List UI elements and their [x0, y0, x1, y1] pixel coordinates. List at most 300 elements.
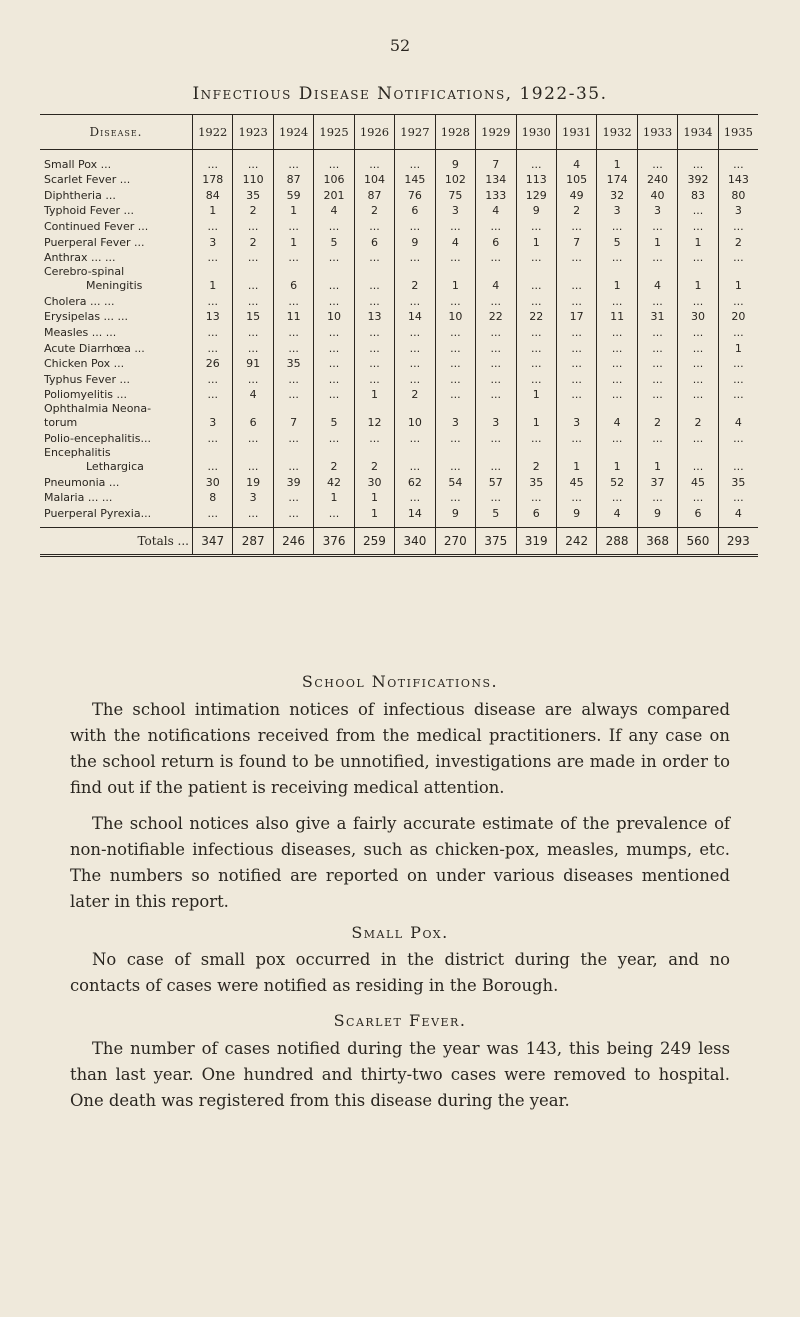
- cell-value: 1: [556, 446, 596, 474]
- disease-name: [40, 474, 193, 490]
- total-value: 259: [354, 527, 394, 555]
- cell-value: ...: [435, 490, 475, 506]
- table-row: [40, 309, 758, 325]
- cell-value: ...: [273, 250, 313, 266]
- cell-value: ...: [273, 293, 313, 309]
- disease-name: [40, 430, 193, 446]
- cell-value: ...: [435, 250, 475, 266]
- table-row: [40, 371, 758, 387]
- disease-name: [40, 203, 193, 219]
- cell-value: ...: [233, 505, 273, 521]
- cell-value: ...: [637, 324, 677, 340]
- cell-value: 1: [597, 265, 637, 293]
- cell-value: 2: [354, 446, 394, 474]
- table-row: [40, 490, 758, 506]
- cell-value: 22: [516, 309, 556, 325]
- cell-value: ...: [556, 371, 596, 387]
- cell-value: 102: [435, 172, 475, 188]
- cell-value: ...: [476, 371, 516, 387]
- cell-value: 6: [516, 505, 556, 521]
- cell-value: ...: [314, 387, 354, 403]
- cell-value: 4: [233, 387, 273, 403]
- disease-label: Anthrax ... ...: [44, 251, 116, 265]
- cell-value: ...: [435, 293, 475, 309]
- cell-value: 62: [395, 474, 435, 490]
- cell-value: 2: [314, 446, 354, 474]
- cell-value: ...: [354, 430, 394, 446]
- cell-value: 22: [476, 309, 516, 325]
- disease-label: Measles ... ...: [44, 325, 117, 339]
- cell-value: ...: [556, 324, 596, 340]
- cell-value: ...: [193, 324, 233, 340]
- disease-name: [40, 490, 193, 506]
- cell-value: 1: [354, 505, 394, 521]
- cell-value: 30: [193, 474, 233, 490]
- table-row: [40, 387, 758, 403]
- cell-value: 2: [556, 203, 596, 219]
- header-year: 1930: [516, 115, 556, 150]
- disease-name: [40, 250, 193, 266]
- disease-label-continued: Meningitis: [86, 279, 143, 293]
- table-row: [40, 505, 758, 521]
- disease-name: [40, 309, 193, 325]
- total-value: 242: [556, 527, 596, 555]
- cell-value: ...: [273, 430, 313, 446]
- cell-value: 3: [435, 203, 475, 219]
- cell-value: 1: [516, 402, 556, 430]
- cell-value: ...: [354, 340, 394, 356]
- disease-name: [40, 356, 193, 372]
- table-row: [40, 430, 758, 446]
- cell-value: ...: [516, 293, 556, 309]
- disease-label-continued: Lethargica: [86, 459, 144, 473]
- cell-value: 3: [476, 402, 516, 430]
- cell-value: ...: [314, 430, 354, 446]
- cell-value: ...: [637, 250, 677, 266]
- cell-value: 4: [314, 203, 354, 219]
- cell-value: ...: [678, 250, 718, 266]
- cell-value: 2: [233, 203, 273, 219]
- cell-value: ...: [678, 156, 718, 172]
- cell-value: ...: [193, 250, 233, 266]
- cell-value: ...: [678, 371, 718, 387]
- cell-value: 3: [637, 203, 677, 219]
- cell-value: ...: [395, 446, 435, 474]
- totals-label: Totals ...: [40, 527, 193, 555]
- cell-value: 105: [556, 172, 596, 188]
- total-value: 293: [718, 527, 758, 555]
- cell-value: ...: [435, 430, 475, 446]
- cell-value: ...: [476, 324, 516, 340]
- total-value: 368: [637, 527, 677, 555]
- cell-value: 42: [314, 474, 354, 490]
- header-year: 1935: [718, 115, 758, 150]
- cell-value: ...: [193, 156, 233, 172]
- cell-value: ...: [193, 430, 233, 446]
- cell-value: 6: [233, 402, 273, 430]
- cell-value: ...: [678, 324, 718, 340]
- cell-value: 54: [435, 474, 475, 490]
- cell-value: 1: [273, 234, 313, 250]
- disease-label: Typhus Fever ...: [44, 372, 130, 386]
- cell-value: ...: [637, 387, 677, 403]
- disease-label: Pneumonia ...: [44, 475, 120, 489]
- cell-value: ...: [354, 250, 394, 266]
- cell-value: 3: [193, 234, 233, 250]
- cell-value: 1: [718, 265, 758, 293]
- cell-value: 3: [193, 402, 233, 430]
- cell-value: 178: [193, 172, 233, 188]
- cell-value: 106: [314, 172, 354, 188]
- scarlet-fever-heading: Scarlet Fever.: [333, 1011, 467, 1030]
- cell-value: 3: [718, 203, 758, 219]
- cell-value: 7: [556, 234, 596, 250]
- cell-value: 20: [718, 309, 758, 325]
- cell-value: 13: [193, 309, 233, 325]
- cell-value: ...: [314, 293, 354, 309]
- cell-value: ...: [354, 265, 394, 293]
- cell-value: 104: [354, 172, 394, 188]
- cell-value: ...: [637, 293, 677, 309]
- cell-value: ...: [193, 218, 233, 234]
- cell-value: 3: [556, 402, 596, 430]
- table-row: [40, 218, 758, 234]
- disease-label: Scarlet Fever ...: [44, 173, 131, 187]
- cell-value: 11: [273, 309, 313, 325]
- cell-value: ...: [395, 293, 435, 309]
- cell-value: 35: [273, 356, 313, 372]
- disease-name: [40, 446, 193, 474]
- disease-label: Acute Diarrhœa ...: [44, 341, 145, 355]
- cell-value: 1: [678, 265, 718, 293]
- cell-value: 2: [718, 234, 758, 250]
- cell-value: ...: [476, 430, 516, 446]
- cell-value: 37: [637, 474, 677, 490]
- cell-value: ...: [435, 356, 475, 372]
- cell-value: ...: [354, 371, 394, 387]
- cell-value: 87: [273, 172, 313, 188]
- cell-value: 1: [718, 340, 758, 356]
- cell-value: ...: [193, 505, 233, 521]
- disease-label: Ophthalmia Neona-: [44, 402, 152, 416]
- cell-value: 9: [637, 505, 677, 521]
- cell-value: 1: [354, 490, 394, 506]
- cell-value: 8: [193, 490, 233, 506]
- table-title: Infectious Disease Notifications, 1922-35.: [192, 84, 608, 104]
- total-value: 288: [597, 527, 637, 555]
- disease-label: Small Pox ...: [44, 157, 112, 171]
- school-paragraph-2: The school notices also give a fairly accurate estimate of the prevalence of non-notifiable infectious diseases, such as chicken-pox, measles, mumps, etc. The numbers so notified are reported on under various diseases mentioned later in this report.: [70, 814, 730, 911]
- disease-label: Diphtheria ...: [44, 188, 116, 202]
- cell-value: 240: [637, 172, 677, 188]
- cell-value: ...: [678, 387, 718, 403]
- cell-value: 9: [435, 156, 475, 172]
- cell-value: ...: [556, 265, 596, 293]
- header-year: 1932: [597, 115, 637, 150]
- cell-value: ...: [556, 490, 596, 506]
- disease-name: [40, 387, 193, 403]
- cell-value: ...: [476, 356, 516, 372]
- cell-value: ...: [476, 340, 516, 356]
- cell-value: ...: [233, 250, 273, 266]
- disease-label: Puerperal Fever ...: [44, 235, 145, 249]
- cell-value: 30: [354, 474, 394, 490]
- cell-value: 4: [435, 234, 475, 250]
- total-value: 560: [678, 527, 718, 555]
- table-row: [40, 293, 758, 309]
- cell-value: ...: [637, 340, 677, 356]
- cell-value: ...: [273, 156, 313, 172]
- cell-value: ...: [637, 490, 677, 506]
- disease-label: Typhoid Fever ...: [44, 204, 135, 218]
- cell-value: ...: [273, 371, 313, 387]
- cell-value: ...: [476, 250, 516, 266]
- cell-value: ...: [718, 324, 758, 340]
- school-paragraph-1: The school intimation notices of infectious disease are always compared with the notifications received from the medical practitioners. If any case on the school return is found to be unnotified, investigations are made in order to find out if the patient is receiving medical attention.: [70, 700, 730, 797]
- cell-value: ...: [193, 340, 233, 356]
- total-value: 246: [273, 527, 313, 555]
- cell-value: ...: [556, 387, 596, 403]
- header-year: 1933: [637, 115, 677, 150]
- cell-value: ...: [597, 387, 637, 403]
- cell-value: 2: [354, 203, 394, 219]
- cell-value: 129: [516, 187, 556, 203]
- cell-value: ...: [678, 356, 718, 372]
- cell-value: 35: [233, 187, 273, 203]
- cell-value: ...: [637, 356, 677, 372]
- cell-value: ...: [597, 356, 637, 372]
- cell-value: ...: [476, 490, 516, 506]
- cell-value: ...: [516, 430, 556, 446]
- table-row: [40, 402, 758, 430]
- cell-value: 2: [516, 446, 556, 474]
- cell-value: 4: [476, 265, 516, 293]
- total-value: 376: [314, 527, 354, 555]
- cell-value: 35: [516, 474, 556, 490]
- disease-name: [40, 340, 193, 356]
- cell-value: ...: [516, 490, 556, 506]
- cell-value: ...: [314, 356, 354, 372]
- cell-value: 30: [678, 309, 718, 325]
- disease-name: [40, 218, 193, 234]
- cell-value: ...: [395, 430, 435, 446]
- cell-value: ...: [678, 293, 718, 309]
- disease-label: Chicken Pox ...: [44, 357, 125, 371]
- small-pox-paragraph: No case of small pox occurred in the district during the year, and no contacts of cases were notified as residing in the Borough.: [70, 950, 730, 995]
- cell-value: ...: [273, 340, 313, 356]
- cell-value: ...: [395, 250, 435, 266]
- cell-value: ...: [435, 371, 475, 387]
- disease-label: Puerperal Pyrexia...: [44, 506, 152, 520]
- table-row: [40, 187, 758, 203]
- cell-value: 2: [395, 265, 435, 293]
- cell-value: ...: [273, 446, 313, 474]
- cell-value: ...: [233, 218, 273, 234]
- cell-value: ...: [678, 218, 718, 234]
- cell-value: 143: [718, 172, 758, 188]
- disease-name: [40, 293, 193, 309]
- cell-value: 4: [637, 265, 677, 293]
- cell-value: ...: [354, 218, 394, 234]
- cell-value: ...: [516, 356, 556, 372]
- cell-value: ...: [556, 356, 596, 372]
- cell-value: ...: [354, 324, 394, 340]
- cell-value: ...: [233, 340, 273, 356]
- cell-value: ...: [476, 218, 516, 234]
- cell-value: 2: [678, 402, 718, 430]
- cell-value: ...: [435, 446, 475, 474]
- cell-value: ...: [597, 371, 637, 387]
- disease-name: [40, 402, 193, 430]
- cell-value: 9: [556, 505, 596, 521]
- cell-value: 201: [314, 187, 354, 203]
- cell-value: ...: [233, 371, 273, 387]
- disease-label: Poliomyelitis ...: [44, 388, 128, 402]
- cell-value: 7: [476, 156, 516, 172]
- cell-value: ...: [597, 340, 637, 356]
- header-year: 1928: [435, 115, 475, 150]
- cell-value: 84: [193, 187, 233, 203]
- cell-value: ...: [314, 218, 354, 234]
- cell-value: ...: [354, 356, 394, 372]
- cell-value: ...: [395, 340, 435, 356]
- cell-value: 12: [354, 402, 394, 430]
- cell-value: 6: [476, 234, 516, 250]
- disease-name: [40, 265, 193, 293]
- table-row: [40, 265, 758, 293]
- disease-label: Erysipelas ... ...: [44, 310, 129, 324]
- cell-value: 6: [678, 505, 718, 521]
- cell-value: ...: [597, 250, 637, 266]
- cell-value: ...: [193, 446, 233, 474]
- cell-value: 4: [556, 156, 596, 172]
- cell-value: 6: [273, 265, 313, 293]
- cell-value: 45: [556, 474, 596, 490]
- cell-value: 14: [395, 505, 435, 521]
- cell-value: 83: [678, 187, 718, 203]
- cell-value: ...: [233, 430, 273, 446]
- disease-name: [40, 187, 193, 203]
- page-number: 52: [389, 36, 411, 55]
- cell-value: 392: [678, 172, 718, 188]
- cell-value: 49: [556, 187, 596, 203]
- cell-value: ...: [395, 356, 435, 372]
- cell-value: 76: [395, 187, 435, 203]
- cell-value: ...: [597, 293, 637, 309]
- cell-value: 1: [678, 234, 718, 250]
- cell-value: 80: [718, 187, 758, 203]
- cell-value: 1: [516, 234, 556, 250]
- cell-value: 45: [678, 474, 718, 490]
- cell-value: 39: [273, 474, 313, 490]
- disease-label-continued: torum: [44, 416, 78, 430]
- header-year: 1927: [395, 115, 435, 150]
- cell-value: 35: [718, 474, 758, 490]
- cell-value: ...: [314, 505, 354, 521]
- cell-value: ...: [476, 293, 516, 309]
- cell-value: ...: [718, 293, 758, 309]
- cell-value: 110: [233, 172, 273, 188]
- cell-value: 145: [395, 172, 435, 188]
- cell-value: 5: [314, 234, 354, 250]
- disease-name: [40, 156, 193, 172]
- cell-value: 91: [233, 356, 273, 372]
- totals-row: [40, 527, 758, 555]
- cell-value: ...: [516, 250, 556, 266]
- cell-value: 1: [637, 234, 677, 250]
- disease-name: [40, 505, 193, 521]
- cell-value: ...: [597, 490, 637, 506]
- cell-value: ...: [273, 324, 313, 340]
- header-year: 1931: [556, 115, 596, 150]
- cell-value: 5: [476, 505, 516, 521]
- cell-value: 2: [233, 234, 273, 250]
- cell-value: 113: [516, 172, 556, 188]
- header-year: 1924: [273, 115, 313, 150]
- cell-value: 1: [273, 203, 313, 219]
- table-row: [40, 356, 758, 372]
- cell-value: 52: [597, 474, 637, 490]
- disease-name: [40, 324, 193, 340]
- table-row: [40, 446, 758, 474]
- cell-value: ...: [556, 293, 596, 309]
- cell-value: 11: [597, 309, 637, 325]
- cell-value: ...: [233, 446, 273, 474]
- cell-value: ...: [556, 250, 596, 266]
- cell-value: ...: [233, 293, 273, 309]
- header-year: 1925: [314, 115, 354, 150]
- table-row: [40, 474, 758, 490]
- cell-value: ...: [314, 340, 354, 356]
- cell-value: ...: [516, 156, 556, 172]
- cell-value: ...: [637, 371, 677, 387]
- total-value: 319: [516, 527, 556, 555]
- cell-value: 1: [435, 265, 475, 293]
- disease-name: [40, 371, 193, 387]
- total-value: 340: [395, 527, 435, 555]
- cell-value: ...: [435, 218, 475, 234]
- cell-value: 31: [637, 309, 677, 325]
- cell-value: 4: [718, 505, 758, 521]
- cell-value: ...: [233, 156, 273, 172]
- cell-value: ...: [516, 371, 556, 387]
- table-header-row: [40, 115, 758, 150]
- table-row: [40, 203, 758, 219]
- cell-value: ...: [678, 340, 718, 356]
- disease-label: Cholera ... ...: [44, 294, 115, 308]
- cell-value: 5: [314, 402, 354, 430]
- notifications-table: [40, 114, 758, 557]
- cell-value: 10: [435, 309, 475, 325]
- table-row: [40, 324, 758, 340]
- cell-value: ...: [516, 218, 556, 234]
- cell-value: 40: [637, 187, 677, 203]
- header-year: 1922: [193, 115, 233, 150]
- cell-value: ...: [718, 490, 758, 506]
- cell-value: 4: [597, 505, 637, 521]
- cell-value: 17: [556, 309, 596, 325]
- cell-value: ...: [718, 371, 758, 387]
- cell-value: ...: [233, 265, 273, 293]
- cell-value: ...: [718, 356, 758, 372]
- cell-value: 13: [354, 309, 394, 325]
- cell-value: 7: [273, 402, 313, 430]
- cell-value: ...: [395, 218, 435, 234]
- cell-value: ...: [314, 324, 354, 340]
- cell-value: ...: [516, 324, 556, 340]
- cell-value: 3: [233, 490, 273, 506]
- cell-value: 9: [435, 505, 475, 521]
